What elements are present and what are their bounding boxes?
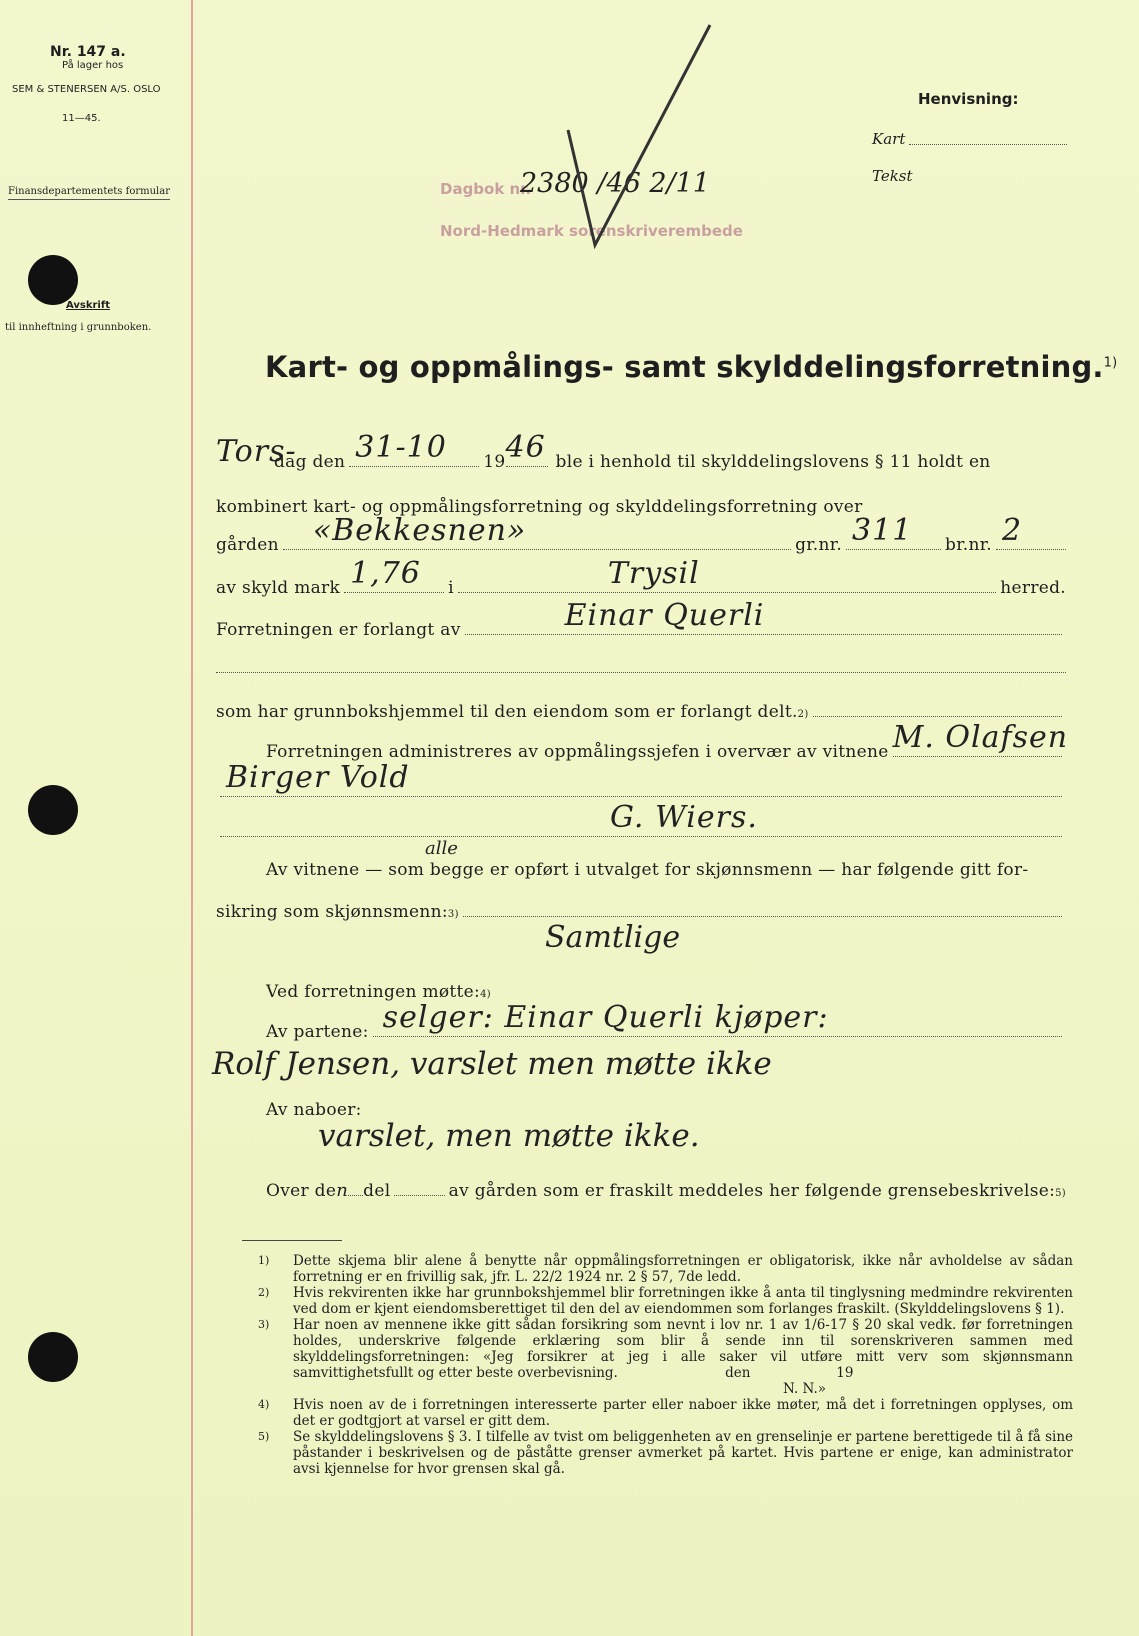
- hand-requester: Einar Querli: [564, 598, 765, 633]
- form-line-assurance-2: [216, 902, 1066, 922]
- hand-mark: 1,76: [350, 556, 421, 591]
- hand-neighbours: varslet, men møtte ikke.: [318, 1118, 700, 1154]
- footnote: 4) Hvis noen av de i forretningen interesserte parter eller naboer ikke møter, må det i forretningen opplyses, om det er godtgjort at varsel er gitt dem.: [258, 1397, 1073, 1429]
- form-line-witnesses: [266, 720, 1069, 762]
- form-line-attended: [266, 982, 491, 1002]
- punch-hole: [28, 255, 78, 305]
- publisher-line1: På lager hos: [62, 60, 124, 71]
- hand-gnr: 311: [852, 513, 913, 548]
- form-line-mark: [216, 556, 1066, 598]
- footnote: 2) Hvis rekvirenten ikke har grunnbokshjemmel blir forretningen ikke å anta til tinglysning medmindre rekvirenten ved dom er kjent eiendomsberettiget til den del av eiendommen som forlanges fraskilt. (Skylddelingslovens § 1).: [258, 1285, 1073, 1317]
- label-skjonnsmenn: sikring som skjønnsmenn:: [216, 902, 448, 922]
- copy-note: til innheftning i grunnboken.: [5, 322, 152, 333]
- hand-farm-name: «Bekkesnen»: [312, 513, 527, 548]
- form-line-assurance: [266, 860, 1028, 880]
- hand-date: 31-10: [355, 430, 447, 465]
- label-line2: kombinert kart- og oppmålingsforretning og skylddelingsforretning over: [216, 497, 863, 517]
- title-text: Kart- og oppmålings- samt skylddelingsforretning.: [265, 350, 1104, 384]
- label-hjemmel: som har grunnbokshjemmel til den eiendom som er forlangt delt.: [216, 702, 798, 722]
- label-attended: Ved forretningen møtte:: [266, 982, 481, 1002]
- label-century: 19: [483, 452, 506, 472]
- footnote: 1) Dette skjema blir alene å benytte når oppmålingsforretningen er obligatorisk, ikke når avholdelse av sådan forretning er en frivillig sak, jfr. L. 22/2 1924 nr. 2 § 57, 7de ledd.: [258, 1253, 1073, 1285]
- label-i: i: [448, 578, 454, 598]
- stamp-line1: Dagbok nr.: [440, 180, 532, 198]
- form-line-neighbours: [266, 1100, 362, 1120]
- form-number: Nr. 147 a.: [50, 44, 126, 60]
- label-gnr: gr.nr.: [795, 535, 843, 555]
- note-2: 2): [797, 709, 809, 720]
- footnote: N. N.»: [783, 1381, 827, 1397]
- hand-bnr: 2: [1002, 513, 1023, 548]
- date-code: 11—45.: [62, 113, 101, 124]
- hand-weekday: Tors-: [216, 434, 297, 469]
- footnote: 3) Har noen av mennene ikke gitt sådan forsikring som nevnt i lov nr. 1 av 1/6-17 § 20 skal vedk. før forretningen holdes, underskrive følgende erklæring som blir å sende inn til sorenskriveren sammen med skylddelingsforretningen: «Jeg forsikrer at jeg i alle saker vil utføre mitt verv som skjønnsmann samvittighetsfullt og etter beste overbevisning. den 19: [258, 1317, 1078, 1381]
- note-4: 4): [480, 989, 491, 1000]
- blank-line: [216, 672, 1066, 673]
- hand-year: 46: [505, 430, 546, 465]
- hand-samtlige: Samtlige: [545, 920, 681, 955]
- title-note: 1): [1103, 355, 1118, 371]
- label-boundary: av gården som er fraskilt meddeles her følgende grensebeskrivelse:: [448, 1181, 1056, 1201]
- punch-hole: [28, 1332, 78, 1382]
- label-assurance: Av vitnene — som begge er opført i utvalget for skjønnsmenn — har følgende gitt for-: [266, 860, 1029, 880]
- stamp-line2: Nord-Hedmark sorenskriverembede: [440, 222, 743, 240]
- stamp-handwritten-number: 2380 /46 2/11: [520, 168, 710, 199]
- hand-insert-alle: alle: [425, 838, 458, 859]
- label-bnr: br.nr.: [945, 535, 992, 555]
- label-parties: Av partene:: [266, 1022, 369, 1042]
- checkmark-icon: [560, 20, 730, 260]
- note-5: 5): [1055, 1188, 1066, 1199]
- label-dag-den: dag den: [274, 452, 346, 472]
- footnote: 5) Se skylddelingslovens § 3. I tilfelle av tvist om beliggenheten av en grenselinje er partene berettigede til å få sine påstander i beskrivelsen og de påståtte grenser avmerket på kartet. Hvis partene er enige, kan administrator avsi kjennelse for hvor grensen skal gå.: [258, 1429, 1073, 1477]
- footnotes: [258, 1253, 1078, 1477]
- form-line-parties: [266, 1000, 1066, 1042]
- text-label: Tekst: [872, 167, 913, 185]
- publisher-line2: SEM & STENERSEN A/S. OSLO: [12, 84, 161, 95]
- label-farm: gården: [216, 535, 279, 555]
- department-label: Finansdepartementets formular: [8, 186, 170, 200]
- label-skyld-mark: av skyld mark: [216, 578, 341, 598]
- footnote-rule: [242, 1240, 342, 1241]
- document-title: [265, 350, 1117, 384]
- form-line-hjemmel: [216, 702, 1066, 722]
- hand-witness-3: G. Wiers.: [610, 800, 758, 835]
- form-line-witness-2: [216, 760, 1066, 797]
- form-line-boundary: [266, 1180, 1066, 1201]
- label-over-de: Over de: [266, 1181, 337, 1201]
- reference-label: Henvisning:: [918, 90, 1019, 108]
- hand-n: n: [336, 1180, 349, 1201]
- label-requested-by: Forretningen er forlangt av: [216, 620, 461, 640]
- label-neighbours: Av naboer:: [266, 1100, 362, 1120]
- margin-rule: [191, 0, 193, 1636]
- hand-witness-1: M. Olafsen: [892, 720, 1069, 755]
- label-herred: herred.: [1000, 578, 1066, 598]
- form-line-witness-3: [216, 800, 1066, 837]
- note-3: 3): [447, 909, 459, 920]
- label-line1-rest: ble i henhold til skylddelingslovens § 11 holdt en: [555, 452, 991, 472]
- punch-hole: [28, 785, 78, 835]
- hand-parties: selger: Einar Querli kjøper:: [382, 1000, 829, 1035]
- hand-parties-2: Rolf Jensen, varslet men møtte ikke: [212, 1046, 772, 1082]
- form-line-date: [216, 430, 1066, 472]
- copy-label: Avskrift: [66, 300, 110, 311]
- label-witnesses: Forretningen administreres av oppmålingssjefen i overvær av vitnene: [266, 742, 889, 762]
- form-line-requester: [216, 598, 1066, 640]
- label-del: del: [363, 1181, 391, 1201]
- map-reference: [872, 130, 1067, 148]
- form-line-farm: [216, 513, 1066, 555]
- hand-witness-2: Birger Vold: [226, 760, 410, 795]
- map-label: Kart: [872, 130, 906, 148]
- hand-place: Trysil: [607, 556, 700, 591]
